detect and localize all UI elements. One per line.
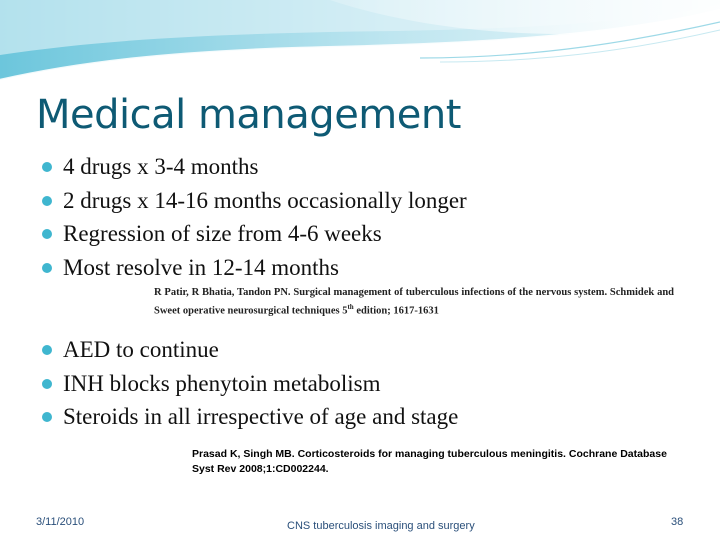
reference-citation-surgical [154,286,674,319]
bullet-dot-icon [42,162,52,172]
bullet-item [42,217,467,251]
bullet-text: 2 drugs x 14-16 months occasionally longer [63,187,467,213]
bullet-text: Regression of size from 4-6 weeks [63,221,382,246]
bullet-text: INH blocks phenytoin metabolism [63,370,381,396]
bullet-item [42,150,467,184]
bullet-text: AED to continue [63,337,219,362]
header-wave-decoration [0,0,720,90]
bullet-item [42,184,467,218]
bullet-dot-icon [42,345,52,355]
bullet-item [42,251,467,285]
reference-superscript: th [347,303,354,311]
bullet-text: Most resolve in 12-14 months [63,254,339,280]
reference-text: R Patir, R Bhatia, Tandon PN. Surgical management of tuberculous infections of the nervous system. Schmidek and Sweet operative neurosurgical techniques 5 [154,287,674,317]
bullet-list-adjuncts [42,333,458,434]
bullet-item [42,367,458,401]
reference-citation-cochrane: Prasad K, Singh MB. Corticosteroids for managing tuberculous meningitis. Cochrane Database Syst Rev 2008;1:CD002244. [192,448,667,475]
bullet-item [42,400,458,434]
bullet-dot-icon [42,229,52,239]
bullet-dot-icon [42,196,52,206]
page-number: 38 [671,516,684,528]
bullet-dot-icon [42,379,52,389]
bullet-text: 4 drugs x 3-4 months [63,154,259,179]
bullet-text: Steroids in all irrespective of age and stage [63,404,459,429]
slide-title: Medical management [36,92,461,138]
footer-title: CNS tuberculosis imaging and surgery [287,520,475,532]
reference-tail: edition; 1617-1631 [353,305,439,317]
bullet-dot-icon [42,263,52,273]
footer-date: 3/11/2010 [36,516,85,528]
bullet-item [42,333,458,367]
bullet-dot-icon [42,412,52,422]
bullet-list-treatment [42,150,467,284]
